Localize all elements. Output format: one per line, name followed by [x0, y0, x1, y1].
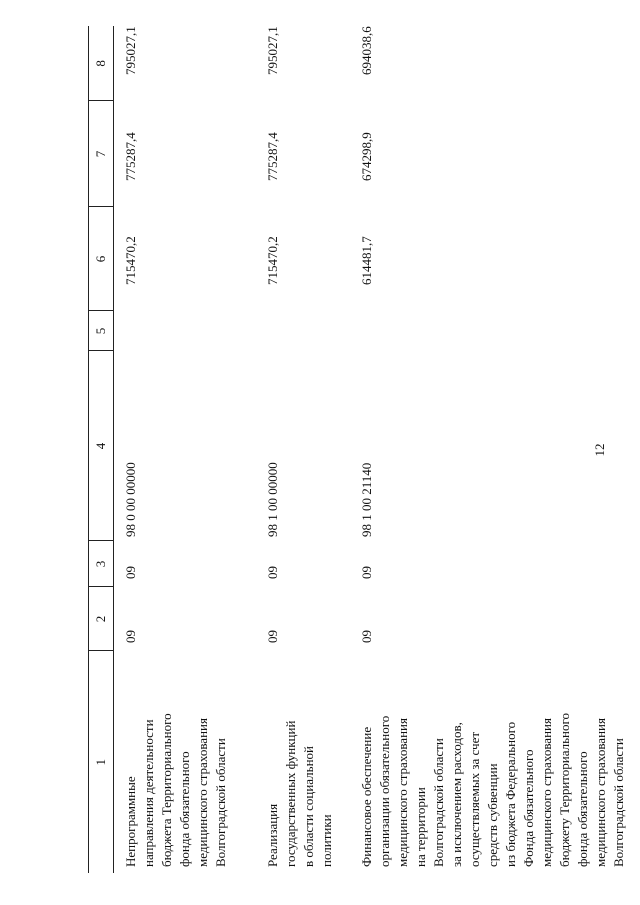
subsection-code: 09	[359, 566, 374, 579]
amount-year-3: 694038,6	[359, 26, 374, 75]
amount-year-2: 674298,9	[359, 132, 374, 181]
amount-year-2: 775287,4	[123, 132, 138, 181]
column-header: 4	[89, 351, 114, 541]
column-header: 5	[89, 311, 114, 351]
row-name-text: Реализация государственных функций в области социальной политики	[265, 720, 334, 867]
table-row	[256, 26, 350, 873]
column-header: 7	[89, 101, 114, 207]
table-row	[114, 26, 257, 873]
row-name-text: Финансовое обеспечение организации обязательного медицинского страхования на территории Волгоградской области за исключением расходов, осуществляемых за счет средств субвенции из бюджета Федерального Фонда обязательного медицинского страхования бюджету Территориального фонда обязательного медицинского страхования Волгоградской области	[359, 712, 626, 867]
amount-year-1: 715470,2	[123, 236, 138, 285]
subsection-code: 09	[123, 566, 138, 579]
section-code: 09	[265, 630, 280, 643]
column-header: 6	[89, 207, 114, 311]
row-name-text: Непрограммные направления деятельности бюджета Территориального фонда обязательного медицинского страхования Волгоградской области	[123, 713, 228, 867]
target-article-code: 98 1 00 21140	[359, 462, 374, 537]
table-row	[350, 26, 634, 873]
column-header: 1	[93, 759, 108, 766]
column-header: 2	[89, 587, 114, 651]
column-header: 8	[89, 26, 114, 101]
row-name	[256, 651, 350, 873]
budget-table	[88, 26, 634, 873]
section-code: 09	[123, 630, 138, 643]
expense-type-code	[256, 311, 350, 351]
expense-type-code	[350, 311, 634, 351]
row-name	[350, 651, 634, 873]
expense-type-code	[114, 311, 257, 351]
row-name	[114, 651, 257, 873]
column-header: 3	[89, 541, 114, 587]
amount-year-1: 715470,2	[265, 236, 280, 285]
amount-year-1: 614481,7	[359, 236, 374, 285]
table-header-row	[89, 26, 114, 873]
target-article-code: 98 0 00 00000	[123, 462, 138, 537]
page-number: 12	[592, 443, 607, 457]
target-article-code: 98 1 00 00000	[265, 462, 280, 537]
section-code: 09	[359, 630, 374, 643]
amount-year-3: 795027,1	[265, 26, 280, 75]
subsection-code: 09	[265, 566, 280, 579]
amount-year-3: 795027,1	[123, 26, 138, 75]
amount-year-2: 775287,4	[265, 132, 280, 181]
